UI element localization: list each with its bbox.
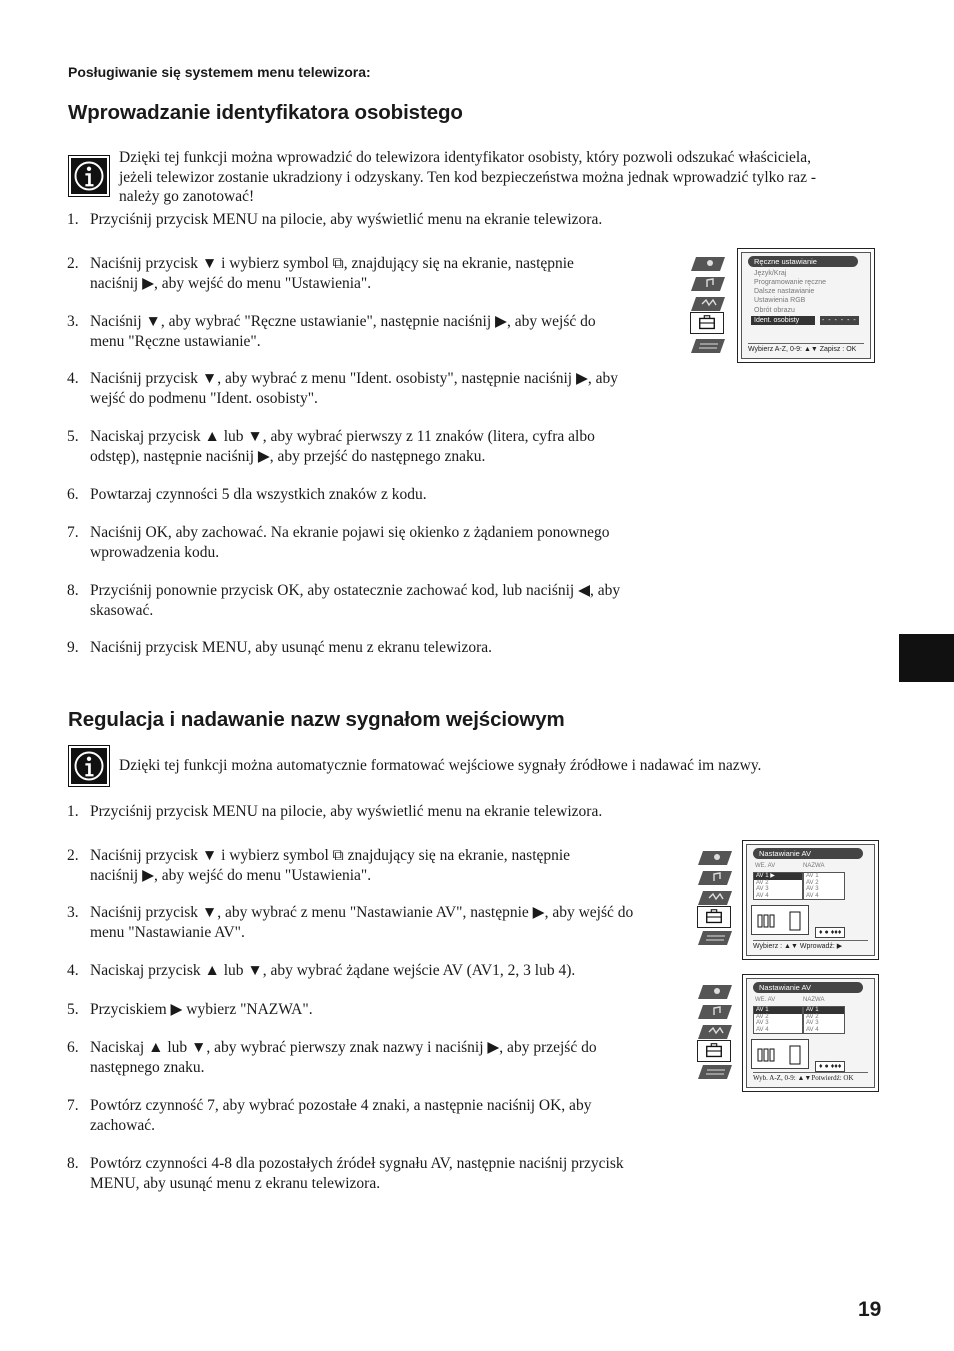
menu-title: Nastawianie AV <box>753 982 863 993</box>
section1-intro <box>119 148 889 207</box>
menu-item: Ustawienia RGB <box>754 297 806 304</box>
tv-screen-av-setup-name <box>695 974 879 1092</box>
step-text: Naciskaj przycisk ▲ lub ▼, aby wybrać żądane wejście AV (AV1, 2, 3 lub 4). <box>90 962 576 979</box>
section1-step-7 <box>67 523 687 562</box>
step-number: 3. <box>67 904 79 921</box>
step-text: naciśnij ▶, aby wejść do menu "Ustawienia". <box>90 866 372 884</box>
column-header-input: WE. AV <box>755 863 776 869</box>
setup-icon <box>690 312 724 334</box>
step-text: Powtarzaj czynności 5 dla wszystkich znaków z kodu. <box>90 486 427 503</box>
step-text: wprowadzenia kodu. <box>90 543 220 561</box>
section1-step-9 <box>67 638 687 658</box>
step-text: MENU, aby usunąć menu z ekranu telewizora. <box>90 1174 381 1192</box>
intro-line: należy go zanotować! <box>119 188 255 206</box>
av-input-list <box>753 872 803 900</box>
menu-footer: Wyb. A-Z, 0-9: ▲▼Potwierdź: OK <box>753 1072 868 1083</box>
step-text: Naciśnij przycisk ▼ i wybierz symbol ⧉ znajdujący się na ekranie, następnie <box>90 847 571 864</box>
step-text: Naciśnij przycisk ▼, aby wybrać z menu "Nastawianie AV", następnie ▶, aby wejść do <box>90 904 634 921</box>
step-text: zachować. <box>90 1116 155 1134</box>
step-number: 7. <box>67 1097 79 1114</box>
step-number: 1. <box>67 803 79 820</box>
section1-step-3 <box>67 312 687 351</box>
picture-icon <box>690 256 726 272</box>
picture-icon <box>697 984 733 1000</box>
av-name-list <box>803 1006 845 1034</box>
step-number: 5. <box>67 428 79 445</box>
step-text: Naciskaj przycisk ▲ lub ▼, aby wybrać pierwszy z 11 znaków (litera, cyfra albo <box>90 428 595 445</box>
step-text: Naciśnij OK, aby zachować. Na ekranie pojawi się okienko z żądaniem ponownego <box>90 524 610 541</box>
step-text: Powtórz czynność 7, aby wybrać pozostałe 4 znaki, a następnie naciśnij OK, aby <box>90 1097 592 1114</box>
info-icon <box>69 156 109 196</box>
step-text: Powtórz czynności 4-8 dla pozostałych źródeł sygnału AV, następnie naciśnij przycisk <box>90 1155 624 1172</box>
preset-icon <box>690 338 726 354</box>
av-name-cell: AV 2 <box>806 879 819 886</box>
input-preview-icon <box>751 905 809 935</box>
step-text: Przyciśnij przycisk MENU na pilocie, aby wyświetlić menu na ekranie telewizora. <box>90 803 603 820</box>
section2-step-4 <box>67 961 687 981</box>
preset-icon <box>697 930 733 946</box>
step-number: 8. <box>67 1155 79 1172</box>
tv-menu-panel <box>742 840 879 960</box>
step-number: 4. <box>67 962 79 979</box>
menu-title: Ręczne ustawianie <box>748 256 858 267</box>
tv-menu-panel <box>742 974 879 1092</box>
step-text: Naciśnij przycisk MENU, aby usunąć menu z ekranu telewizora. <box>90 639 493 656</box>
section2-step-6 <box>67 1038 687 1077</box>
tv-screen-manual-setup <box>688 248 875 363</box>
step-text: skasować. <box>90 601 154 619</box>
step-number: 6. <box>67 486 79 503</box>
av-name-cell: AV 4 <box>806 892 819 899</box>
section1-step-4 <box>67 369 687 408</box>
av-input-cell: AV 3 <box>756 886 769 892</box>
step-text: odstęp), następnie naciśnij ▶, aby przejść do następnego znaku. <box>90 447 486 465</box>
section1-step-2 <box>67 254 687 293</box>
sound-icon <box>697 1004 733 1020</box>
step-text: Naciskaj ▲ lub ▼, aby wybrać pierwszy znak nazwy i naciśnij ▶, aby przejść do <box>90 1039 597 1056</box>
step-number: 4. <box>67 370 79 387</box>
step-number: 1. <box>67 211 79 228</box>
id-code-field: - - - - - - <box>822 317 857 324</box>
av-name-cell: AV 1 <box>806 873 819 879</box>
step-number: 6. <box>67 1039 79 1056</box>
picture-icon <box>697 850 733 866</box>
sound-icon <box>697 870 733 886</box>
section2-step-8 <box>67 1154 697 1193</box>
step-text: następnego znaku. <box>90 1058 205 1076</box>
section1-step-1 <box>67 210 697 230</box>
av-input-list <box>753 1006 803 1034</box>
av-input-cell: AV 4 <box>756 1026 769 1033</box>
section-tab-marker <box>899 634 954 682</box>
menu-item: Język/Kraj <box>754 270 787 277</box>
menu-item: Obrót obrazu <box>754 307 795 314</box>
section2-step-7 <box>67 1096 687 1135</box>
column-header-name: NAZWA <box>803 997 825 1003</box>
section1-step-8 <box>67 581 687 620</box>
intro-line: Dzięki tej funkcji można automatycznie formatować wejściowe sygnały źródłowe i nadawać im nazwy. <box>119 757 762 774</box>
step-text: naciśnij ▶, aby wejść do menu "Ustawienia". <box>90 274 372 292</box>
intro-line: Dzięki tej funkcji można wprowadzić do telewizora identyfikator osobisty, który pozwoli odszukać właściciela, <box>119 149 811 166</box>
info-icon <box>69 746 109 786</box>
section2-heading: Regulacja i nadawanie nazw sygnałom wejściowym <box>68 708 565 731</box>
section1-step-6 <box>67 485 687 505</box>
menu-item-selected: Ident. osobisty <box>751 316 815 325</box>
section1-step-5 <box>67 427 687 466</box>
av-name-list <box>803 872 845 900</box>
step-text: Przyciskiem ▶ wybierz "NAZWA". <box>90 1001 313 1018</box>
status-dots: ♦ ● ♦♦♦ <box>815 927 845 938</box>
step-number: 7. <box>67 524 79 541</box>
sound-icon <box>690 276 726 292</box>
section2-step-2 <box>67 846 687 885</box>
intro-line: jeżeli telewizor zostanie ukradziony i odzyskany. Ten kod bezpieczeństwa można jednak wprowadzić tylko raz - <box>119 168 817 186</box>
tv-menu-panel <box>737 248 875 363</box>
menu-footer: Wybierz : ▲▼ Wprowadź: ▶ <box>753 940 868 951</box>
section1-heading: Wprowadzanie identyfikatora osobistego <box>68 101 463 124</box>
section2-step-3 <box>67 903 697 942</box>
features-icon <box>697 1024 733 1040</box>
step-text: menu "Nastawianie AV". <box>90 923 245 941</box>
av-input-cell: AV 1 <box>754 1007 802 1014</box>
section2-step-1 <box>67 802 697 822</box>
step-number: 5. <box>67 1001 79 1018</box>
av-input-cell: AV 2 <box>756 1013 769 1020</box>
av-input-cell: AV 1 ▶ <box>754 873 802 880</box>
tv-screen-av-setup-select <box>695 840 879 960</box>
av-input-cell: AV 4 <box>756 892 769 899</box>
step-text: Naciśnij przycisk ▼, aby wybrać z menu "Ident. osobisty", następnie naciśnij ▶, aby <box>90 370 619 387</box>
av-name-cell: AV 4 <box>806 1026 819 1033</box>
step-number: 9. <box>67 639 79 656</box>
menu-title: Nastawianie AV <box>753 848 863 859</box>
step-text: Naciśnij przycisk ▼ i wybierz symbol ⧉, znajdujący się na ekranie, następnie <box>90 255 574 272</box>
section2-intro <box>119 756 889 776</box>
av-input-cell: AV 3 <box>756 1020 769 1026</box>
running-head: Posługiwanie się systemem menu telewizora: <box>68 64 371 80</box>
features-icon <box>697 890 733 906</box>
status-dots: ♦ ● ♦♦♦ <box>815 1061 845 1072</box>
page-number: 19 <box>858 1298 882 1321</box>
av-name-cell: AV 3 <box>806 1020 819 1026</box>
step-text: menu "Ręczne ustawianie". <box>90 332 261 350</box>
step-number: 2. <box>67 255 79 272</box>
step-text: Przyciśnij przycisk MENU na pilocie, aby wyświetlić menu na ekranie telewizora. <box>90 211 603 228</box>
setup-icon <box>697 906 731 928</box>
menu-item: Dalsze nastawianie <box>754 288 815 295</box>
av-name-cell: AV 2 <box>806 1013 819 1020</box>
setup-icon <box>697 1040 731 1062</box>
column-header-name: NAZWA <box>803 863 825 869</box>
step-text: Przyciśnij ponownie przycisk OK, aby ostatecznie zachować kod, lub naciśnij ◀, aby <box>90 582 621 599</box>
menu-item: Programowanie ręczne <box>754 279 826 286</box>
features-icon <box>690 296 726 312</box>
av-name-cell: AV 3 <box>806 886 819 892</box>
av-name-cell: AV 1 <box>804 1007 844 1014</box>
step-number: 2. <box>67 847 79 864</box>
input-preview-icon <box>751 1039 809 1069</box>
column-header-input: WE. AV <box>755 997 776 1003</box>
step-text: wejść do podmenu "Ident. osobisty". <box>90 389 318 407</box>
av-input-cell: AV 2 <box>756 879 769 886</box>
preset-icon <box>697 1064 733 1080</box>
section2-step-5 <box>67 1000 687 1020</box>
step-number: 3. <box>67 313 79 330</box>
step-number: 8. <box>67 582 79 599</box>
menu-footer: Wybierz A-Z, 0-9: ▲▼ Zapisz : OK <box>748 343 864 354</box>
step-text: Naciśnij ▼, aby wybrać "Ręczne ustawianie", następnie naciśnij ▶, aby wejść do <box>90 313 596 330</box>
